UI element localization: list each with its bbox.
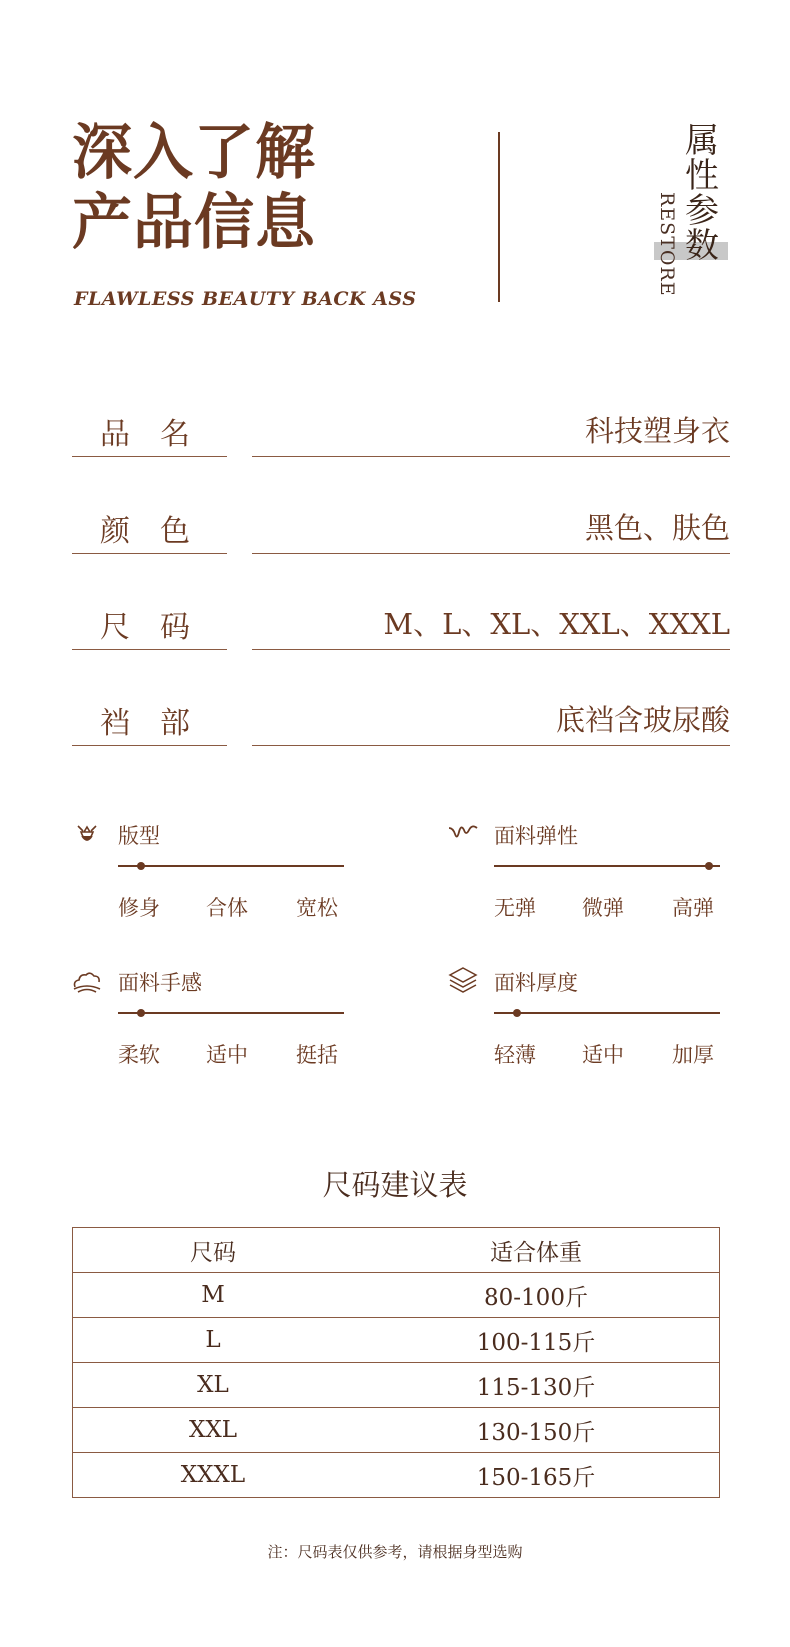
layers-icon <box>448 965 478 995</box>
slider-track <box>494 865 720 867</box>
table-cell-weight: 115-130斤 <box>353 1363 720 1408</box>
table-cell-weight: 150-165斤 <box>353 1453 720 1498</box>
size-table <box>72 1227 720 1498</box>
table-header-row <box>73 1228 720 1273</box>
attr-fit <box>72 818 412 928</box>
attr-hand-feel <box>72 965 412 1075</box>
slider-dot <box>137 1009 145 1017</box>
option-mid: 微弹 <box>582 896 624 920</box>
slider-dot <box>513 1009 521 1017</box>
table-cell-weight: 130-150斤 <box>353 1408 720 1453</box>
cloud-icon <box>72 965 102 995</box>
option-mid: 合体 <box>206 896 248 920</box>
side-text: RESTORE <box>656 192 678 297</box>
slider-dot <box>137 862 145 870</box>
slider-dot <box>705 862 713 870</box>
table-header-size: 尺码 <box>73 1228 354 1273</box>
spec-row-size <box>72 590 730 650</box>
attr-name: 面料厚度 <box>494 971 578 995</box>
table-header-weight: 适合体重 <box>353 1228 720 1273</box>
slider-track <box>118 865 344 867</box>
table-cell-weight: 80-100斤 <box>353 1273 720 1318</box>
option-high: 加厚 <box>672 1043 714 1067</box>
figure-icon <box>72 818 102 848</box>
side-title: 属性参数 <box>685 121 719 266</box>
table-cell-size: XXXL <box>73 1453 354 1498</box>
value-underline <box>252 649 730 651</box>
label-underline <box>72 649 227 651</box>
label-underline <box>72 456 227 458</box>
option-low: 轻薄 <box>494 1043 536 1067</box>
page-title <box>72 118 316 258</box>
stretch-icon <box>448 818 478 848</box>
slider-track <box>494 1012 720 1014</box>
attr-thickness <box>448 965 788 1075</box>
option-low: 无弹 <box>494 896 536 920</box>
size-table-title: 尺码建议表 <box>322 1168 468 1202</box>
option-mid: 适中 <box>206 1043 248 1067</box>
header-divider <box>498 132 500 302</box>
option-high: 挺括 <box>296 1043 338 1067</box>
spec-label: 品名 <box>100 417 220 452</box>
size-note: 注：尺码表仅供参考，请根据身型选购 <box>267 1543 523 1561</box>
attr-name: 面料手感 <box>118 971 202 995</box>
attr-name: 版型 <box>118 824 160 848</box>
label-underline <box>72 745 227 747</box>
option-high: 高弹 <box>672 896 714 920</box>
value-underline <box>252 745 730 747</box>
table-cell-size: L <box>73 1318 354 1363</box>
spec-value: 底裆含玻尿酸 <box>555 703 730 737</box>
option-low: 柔软 <box>118 1043 160 1067</box>
spec-row-color <box>72 494 730 554</box>
table-row <box>73 1273 720 1318</box>
option-low: 修身 <box>118 896 160 920</box>
table-row <box>73 1408 720 1453</box>
spec-value: 黑色、肤色 <box>584 511 730 545</box>
page-subtitle: FLAWLESS BEAUTY BACK ASS <box>74 288 417 310</box>
spec-row-name <box>72 397 730 457</box>
slider-track <box>118 1012 344 1014</box>
value-underline <box>252 456 730 458</box>
spec-row-crotch <box>72 686 730 746</box>
spec-label: 裆部 <box>100 706 220 741</box>
table-cell-size: M <box>73 1273 354 1318</box>
spec-label: 颜色 <box>100 514 220 549</box>
table-row <box>73 1363 720 1408</box>
table-cell-size: XL <box>73 1363 354 1408</box>
spec-label: 尺码 <box>100 610 220 645</box>
option-mid: 适中 <box>582 1043 624 1067</box>
table-cell-weight: 100-115斤 <box>353 1318 720 1363</box>
attr-name: 面料弹性 <box>494 824 578 848</box>
option-high: 宽松 <box>296 896 338 920</box>
label-underline <box>72 553 227 555</box>
title-line-1: 深入了解 <box>72 118 316 188</box>
title-line-2: 产品信息 <box>72 188 316 258</box>
table-row <box>73 1318 720 1363</box>
spec-value: 科技塑身衣 <box>584 414 730 448</box>
value-underline <box>252 553 730 555</box>
spec-value: M、L、XL、XXL、XXXL <box>383 607 730 641</box>
attr-elasticity <box>448 818 788 928</box>
table-cell-size: XXL <box>73 1408 354 1453</box>
table-row <box>73 1453 720 1498</box>
